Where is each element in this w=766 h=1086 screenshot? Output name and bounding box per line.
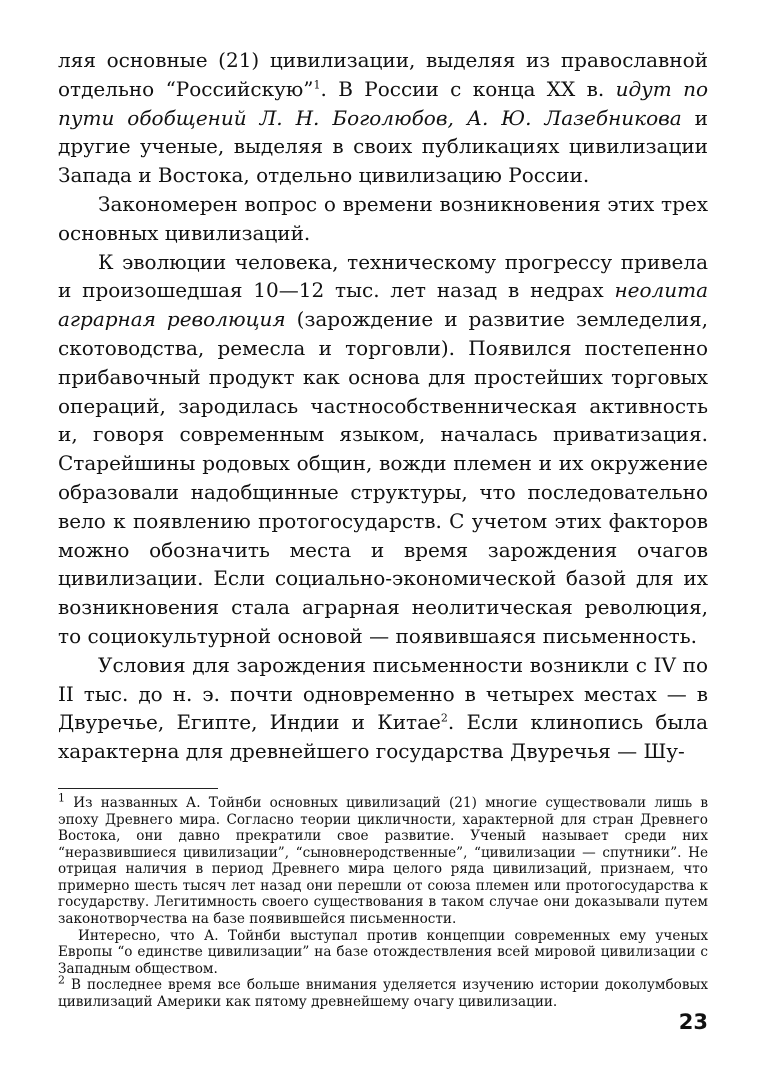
footnote-1: $^1$ Из названных А. Тойнби основных цивилизаций (21) многие существовали лишь в эпоху Древнего мира. Согласно теории цикличности, характерной для стран Древнего Востока, они давно прекратили свое развитие. Ученый называет среди них “неразвившиеся цивилизации”, “сыновнеродственные”, “цивилизации — спутники”. Не отрицая наличия в период Древнего мира целого ряда цивилизаций, признаем, что примерно шесть тысяч лет назад они перешли от союза племен или протогосударства к государству. Легитимность своего существования в таком случае они доказывали путем законотворчества на базе появившейся письменности. [58,791,708,928]
paragraph-3: К эволюции человека, техническому прогрессу привела и произошедшая 10—12 тыс. лет назад в недрах неолита аграрная революция (зарождение и развитие земледелия, скотоводства, ремесла и торговли). Появился постепенно прибавочный продукт как основа для простейших торговых операций, зародилась частнособственническая активность и, говоря современным языком, началась приватизация. Старейшины родовых общин, вожди племен и их окружение образовали надобщинные структуры, что последовательно вело к появлению протогосударств. С учетом этих факторов можно обозначить места и время зарождения очагов цивилизации. Если социально-экономической базой для их возникновения стала аграрная неолитическая революция, то социокультурной основой — появившаяся письменность. [58,249,708,648]
footnote-2: $^2$ В последнее время все больше внимания уделяется изучению истории доколумбовых цивилизаций Америки как пятому древнейшему очагу цивилизации. [58,973,708,1011]
paragraph-2: Закономерен вопрос о времени возникновения этих трех основных цивилизаций. [58,191,708,245]
page-number: 23 [678,1010,708,1034]
main-text [58,46,708,766]
footnote-ref-1: 1 [313,78,321,92]
paragraph-1: ляя основные (21) цивилизации, выделяя из православной отдельно “Российскую”$^1$. В России с конца XX в. идут по пути обобщений Л. Н. Боголюбов, А. Ю. Лазебникова и другие ученые, выделяя в своих публикациях цивилизации Запада и Востока, отдельно цивилизацию России. [58,48,709,188]
footnotes [58,791,708,1011]
footnote-ref-2: 2 [440,711,448,725]
footnote-1-continuation: Интересно, что А. Тойнби выступал против концепции современных ему ученых Европы “о единстве цивилизации” на базе отождествления всей мировой цивилизации с Западным обществом. [58,927,708,977]
page-content [58,46,708,1011]
paragraph-4: Условия для зарождения письменности возникли с IV по II тыс. до н. э. почти одновременно в четырех местах — в Двуречье, Египте, Индии и Китае$^2$. Если клинопись была характерна для древнейшего государства Двуречья — Шу- [58,652,708,764]
footnote-divider [58,788,218,789]
